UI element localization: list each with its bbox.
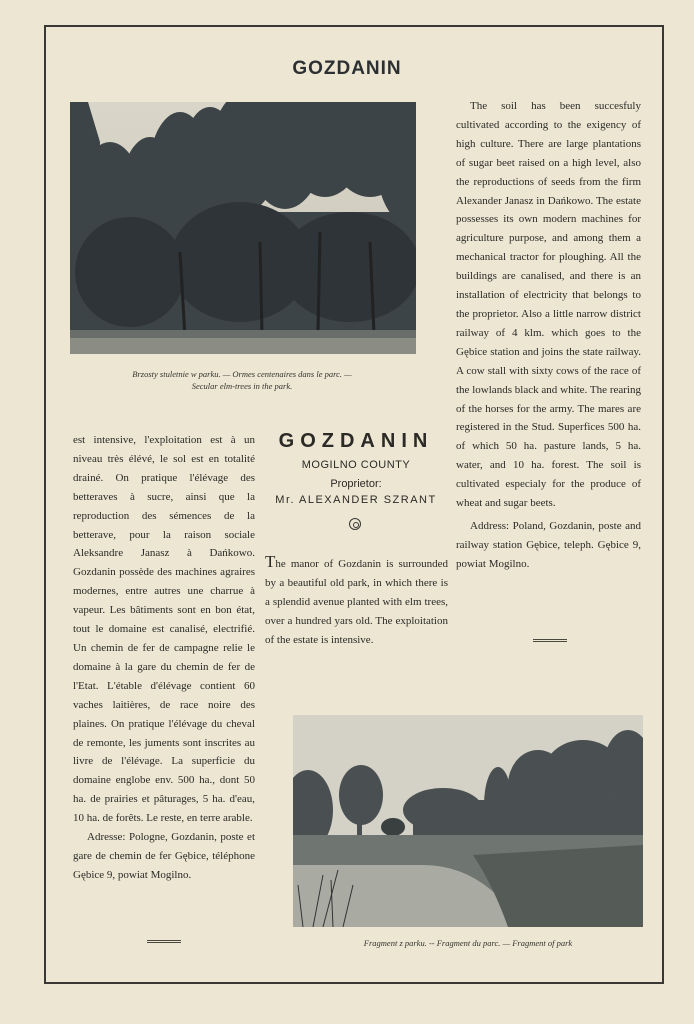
right-column-paragraph: The soil has been succesfuly cultivated according to the exigency of high culture. There are large plantations of sugar beet raised on a high level, also the reproductions of seeds from the firm Alexander Janasz in Dańkowo. The estate possesses its own modern machines for agriculture purpose, and among them a mechanical tractor for ploughing. All the buildings are canalised, and there is an installation of electricity that belongs to the proprietor. Also a little narrow district railway of 4 klm. which goes to the Gębice station and joins the state railway. A cow stall with sixty cows of the race of the lowlands black and white. The rearing of the horses for the army. The mares are registered in the Stud. Superfices 500 ha. of which 50 ha. pasture lands, 5 ha. water, and 10 ha. forest. The soil is cultivated especialy for the produce of wheat and sugar beets. bbox=[456, 100, 641, 510]
estate-name-heading: GOZDANIN bbox=[278, 430, 434, 452]
elm-trees-photo bbox=[70, 102, 416, 354]
park-fragment-photo bbox=[293, 715, 643, 927]
section-divider bbox=[147, 940, 181, 943]
left-column-address: Adresse: Pologne, Gozdanin, poste et gare de chemin de fer Gębice, téléphone Gębice 9, powiat Mogilno. bbox=[73, 831, 255, 881]
right-column-address: Address: Poland, Gozdanin, poste and railway station Gębice, teleph. Gębice 9, powiat Mogilno. bbox=[456, 519, 641, 570]
photo1-caption bbox=[72, 368, 412, 392]
photo2-caption: Fragment z parku. -- Fragment du parc. — Fragment of park bbox=[363, 938, 573, 948]
ornament-circle-icon bbox=[349, 518, 361, 530]
proprietor-label: Proprietor: bbox=[330, 478, 382, 490]
photo1-caption-line2: Secular elm-trees in the park. bbox=[191, 381, 293, 391]
right-column-english-text bbox=[456, 97, 641, 574]
drop-cap: T bbox=[265, 552, 276, 571]
left-column-paragraph: est intensive, l'exploitation est à un niveau très élévé, le sol est en totalité drainé. On pratique l'élévage des betteraves à sucre, ainsi que la reproduction des sémences de la betterave, pour la raison sociale Aleksandre Janasz à Dańkowo. Gozdanin possède des machines agraires modernes, entre autres une charrue à vapeur. Les bâtiments sont en bon état, tout le domaine est canalisé, electrifié. Un chemin de fer de campagne relie le domaine à la gare du chemin de fer de l'Etat. L'étable d'élévage contient 60 vaches laitières, de race noire des plaines. On pratique l'élévage du cheval de remonte, les juments sont inscrites au livre de l'élévage. La superficie du domaine englobe env. 500 ha., dont 50 ha. de prairies et pâturages, 5 ha. d'eau, 10 ha. de forêts. Le reste, en terre arable. bbox=[73, 434, 255, 825]
left-column-french-text bbox=[73, 431, 255, 885]
center-paragraph: he manor of Gozdanin is surrounded by a beautiful old park, in which there is a splendid avenue planted with elm trees, over a hundred yars old. The exploitation of the estate is intensive. bbox=[265, 558, 448, 646]
section-divider bbox=[533, 639, 567, 642]
photo1-caption-line1: Brzosty stuletnie w parku. — Ormes centenaires dans le parc. — bbox=[132, 369, 352, 379]
owner-name: Mr. ALEXANDER SZRANT bbox=[275, 494, 437, 506]
center-english-text bbox=[265, 553, 448, 650]
page-title: GOZDANIN bbox=[292, 58, 402, 79]
county-label: MOGILNO COUNTY bbox=[301, 459, 411, 471]
